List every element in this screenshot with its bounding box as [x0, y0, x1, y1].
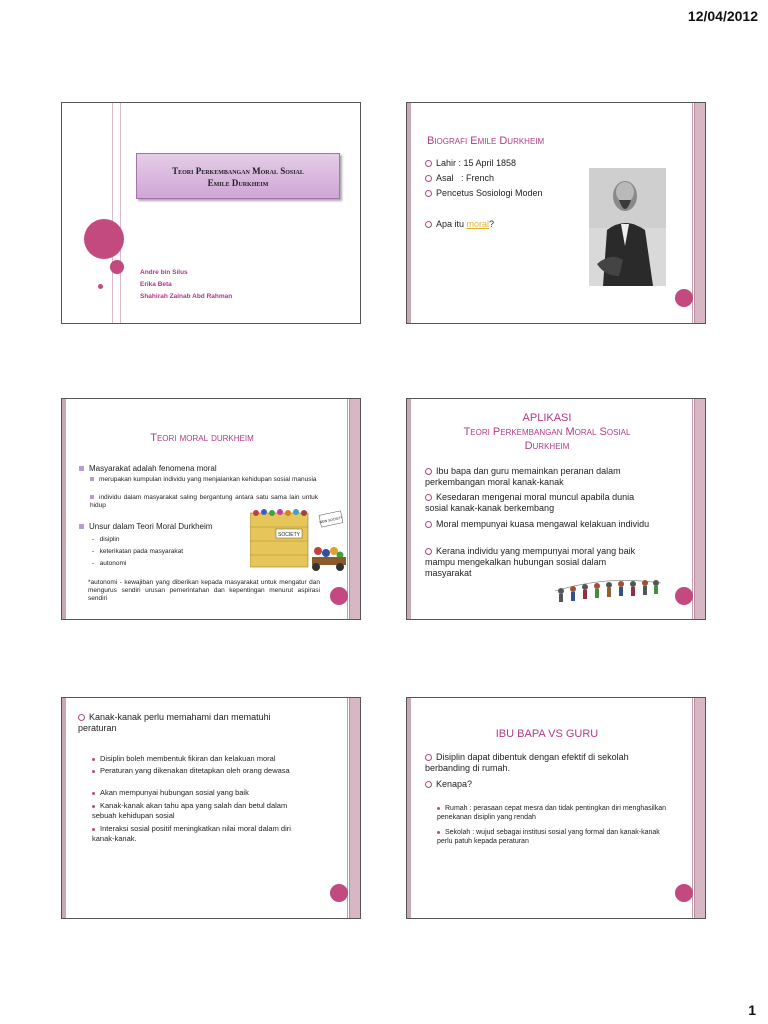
slide-right-line — [692, 698, 693, 918]
slide-2-item-3: Pencetus Sosiologi Moden — [425, 188, 543, 199]
decor-circle — [675, 289, 693, 307]
slide-4-title-line1: APLIKASI — [522, 412, 572, 424]
square-bullet-icon — [90, 495, 94, 499]
decor-circle-small — [98, 284, 103, 289]
slide-5-main: Kanak-kanak perlu memahami dan mematuhi peraturan — [78, 712, 271, 733]
slide-1 — [61, 102, 361, 324]
slide-2-item-1: Lahir : 15 April 1858 — [425, 158, 516, 169]
slide-right-stripe — [694, 103, 705, 323]
dot-bullet-icon — [92, 805, 95, 808]
ring-bullet-icon — [425, 494, 432, 501]
decor-circle — [330, 587, 348, 605]
slide-6-title: IBU BAPA VS GURU — [495, 728, 599, 740]
slide-5 — [61, 697, 361, 919]
author-list — [140, 267, 232, 303]
dot-bullet-icon — [92, 792, 95, 795]
ring-bullet-icon — [78, 714, 85, 721]
slide-6 — [406, 697, 706, 919]
slide-left-stripe — [407, 698, 411, 918]
slide-right-stripe — [694, 698, 705, 918]
slide-3-sub-2: individu dalam masyarakat saling bergantung antara satu sama lain untuk hidup — [90, 494, 318, 509]
ring-bullet-icon — [425, 781, 432, 788]
slide-5-item-4: Kanak-kanak akan tahu apa yang salah dan betul dalam sebuah kehidupan sosial — [92, 801, 288, 820]
slide-6-sub-2: Sekolah : wujud sebagai institusi sosial yang formal dan kanak-kanak perlu patuh kepada peraturan — [437, 829, 660, 845]
slide-left-stripe — [407, 399, 411, 619]
slide-3-unsur-2: - keterikatan pada masyarakat — [92, 548, 184, 555]
page-date: 12/04/2012 — [687, 8, 758, 24]
author-2: Erika Beta — [140, 281, 172, 288]
moral-link[interactable]: moral — [466, 219, 490, 229]
title-box — [136, 153, 340, 199]
slide-5-item-5: Interaksi sosial positif meningkatkan nilai moral dalam diri kanak-kanak. — [92, 824, 291, 843]
slide-3 — [61, 398, 361, 620]
page-number: 1 — [748, 1002, 756, 1018]
author-3: Shahirah Zainab Abd Rahman — [140, 293, 233, 300]
decor-circle — [675, 587, 693, 605]
slide-5-item-2: Peraturan yang dikenakan ditetapkan oleh orang dewasa — [92, 766, 292, 776]
slide-3-note: *autonomi - kewajiban yang diberikan kepada masyarakat untuk mengatur dan mengurus sendiri urusan pemerintahan dan kepentingan menurut aspirasi sendiri — [88, 579, 320, 602]
slide-4-item-4: Kerana individu yang mempunyai moral yang baik mampu mengekalkan hubungan sosial dalam masyarakat — [425, 546, 636, 578]
slide-4-item-1: Ibu bapa dan guru memainkan peranan dalam perkembangan moral kanak-kanak — [425, 466, 621, 487]
square-bullet-icon — [90, 477, 94, 481]
slide-3-bullet-2: Unsur dalam Teori Moral Durkheim — [79, 521, 212, 532]
society-cartoon — [250, 507, 348, 573]
dot-bullet-icon — [92, 828, 95, 831]
slide-right-line — [692, 399, 693, 619]
square-bullet-icon — [79, 524, 84, 529]
people-chain-image — [553, 569, 663, 611]
ring-bullet-icon — [425, 160, 432, 167]
slide-2-question: Apa itu moral? — [425, 219, 494, 230]
slide-2-item-2: Asal : French — [425, 173, 494, 184]
square-bullet-icon — [79, 466, 84, 471]
slide-4-title-line2: Teori Perkembangan Moral Sosial — [463, 426, 631, 438]
dot-bullet-icon — [437, 807, 440, 810]
ring-bullet-icon — [425, 548, 432, 555]
slide-4-title — [417, 411, 677, 453]
slide-6-item-1: Disiplin dapat dibentuk dengan efektif di sekolah berbanding di rumah. — [425, 752, 629, 773]
slide-5-item-1: Disiplin boleh membentuk fikiran dan kelakuan moral — [92, 754, 312, 764]
ring-bullet-icon — [425, 175, 432, 182]
slide-left-stripe — [62, 399, 66, 619]
slide-4-title-line3: Durkheim — [524, 440, 570, 452]
ring-bullet-icon — [425, 190, 432, 197]
author-1: Andre bin Silus — [140, 269, 188, 276]
slide-right-stripe — [694, 399, 705, 619]
slide-right-line — [347, 698, 348, 918]
new-society-sign-text: NEW SOCIETY — [319, 515, 344, 525]
decor-circle-large — [84, 219, 124, 259]
slide-right-stripe — [349, 698, 360, 918]
dot-bullet-icon — [92, 770, 95, 773]
slide-3-unsur-3: - autonomi — [92, 560, 127, 567]
slide-1-title-line2: Emile Durkheim — [207, 178, 269, 188]
dot-bullet-icon — [92, 758, 95, 761]
decor-circle — [330, 884, 348, 902]
durkheim-portrait — [589, 168, 666, 286]
slide-4 — [406, 398, 706, 620]
slide-2-title: Biografi Emile Durkheim — [427, 135, 545, 147]
society-sign-text: SOCIETY — [278, 532, 300, 538]
slide-6-item-2: Kenapa? — [425, 779, 472, 790]
slide-left-stripe — [62, 698, 66, 918]
slide-2 — [406, 102, 706, 324]
dot-bullet-icon — [437, 831, 440, 834]
slide-left-stripe — [407, 103, 411, 323]
slide-4-item-2: Kesedaran mengenai moral muncul apabila dunia sosial kanak-kanak berkembang — [425, 492, 635, 513]
slide-3-bullet-1: Masyarakat adalah fenomena moral — [79, 463, 217, 474]
decor-circle-medium — [110, 260, 124, 274]
slide-5-item-3: Akan mempunyai hubungan sosial yang baik — [92, 788, 312, 798]
ring-bullet-icon — [425, 754, 432, 761]
ring-bullet-icon — [425, 468, 432, 475]
slide-3-title: Teori moral durkheim — [150, 432, 254, 444]
ring-bullet-icon — [425, 221, 432, 228]
slide-3-unsur-1: - disiplin — [92, 536, 120, 543]
slide-right-stripe — [349, 399, 360, 619]
slide-6-sub-1: Rumah : perasaan cepat mesra dan tidak pentingkan diri menghasilkan penekanan disiplin yang rendah — [437, 805, 667, 821]
decor-circle — [675, 884, 693, 902]
ring-bullet-icon — [425, 521, 432, 528]
slide-4-item-3: Moral mempunyai kuasa mengawal kelakuan individu — [425, 519, 655, 530]
slide-right-line — [692, 103, 693, 323]
slide-3-sub-1: merupakan kumpulan individu yang menjalankan kehidupan sosial manusia — [90, 476, 318, 484]
slide-1-title-line1: Teori Perkembangan Moral Sosial — [172, 166, 304, 176]
